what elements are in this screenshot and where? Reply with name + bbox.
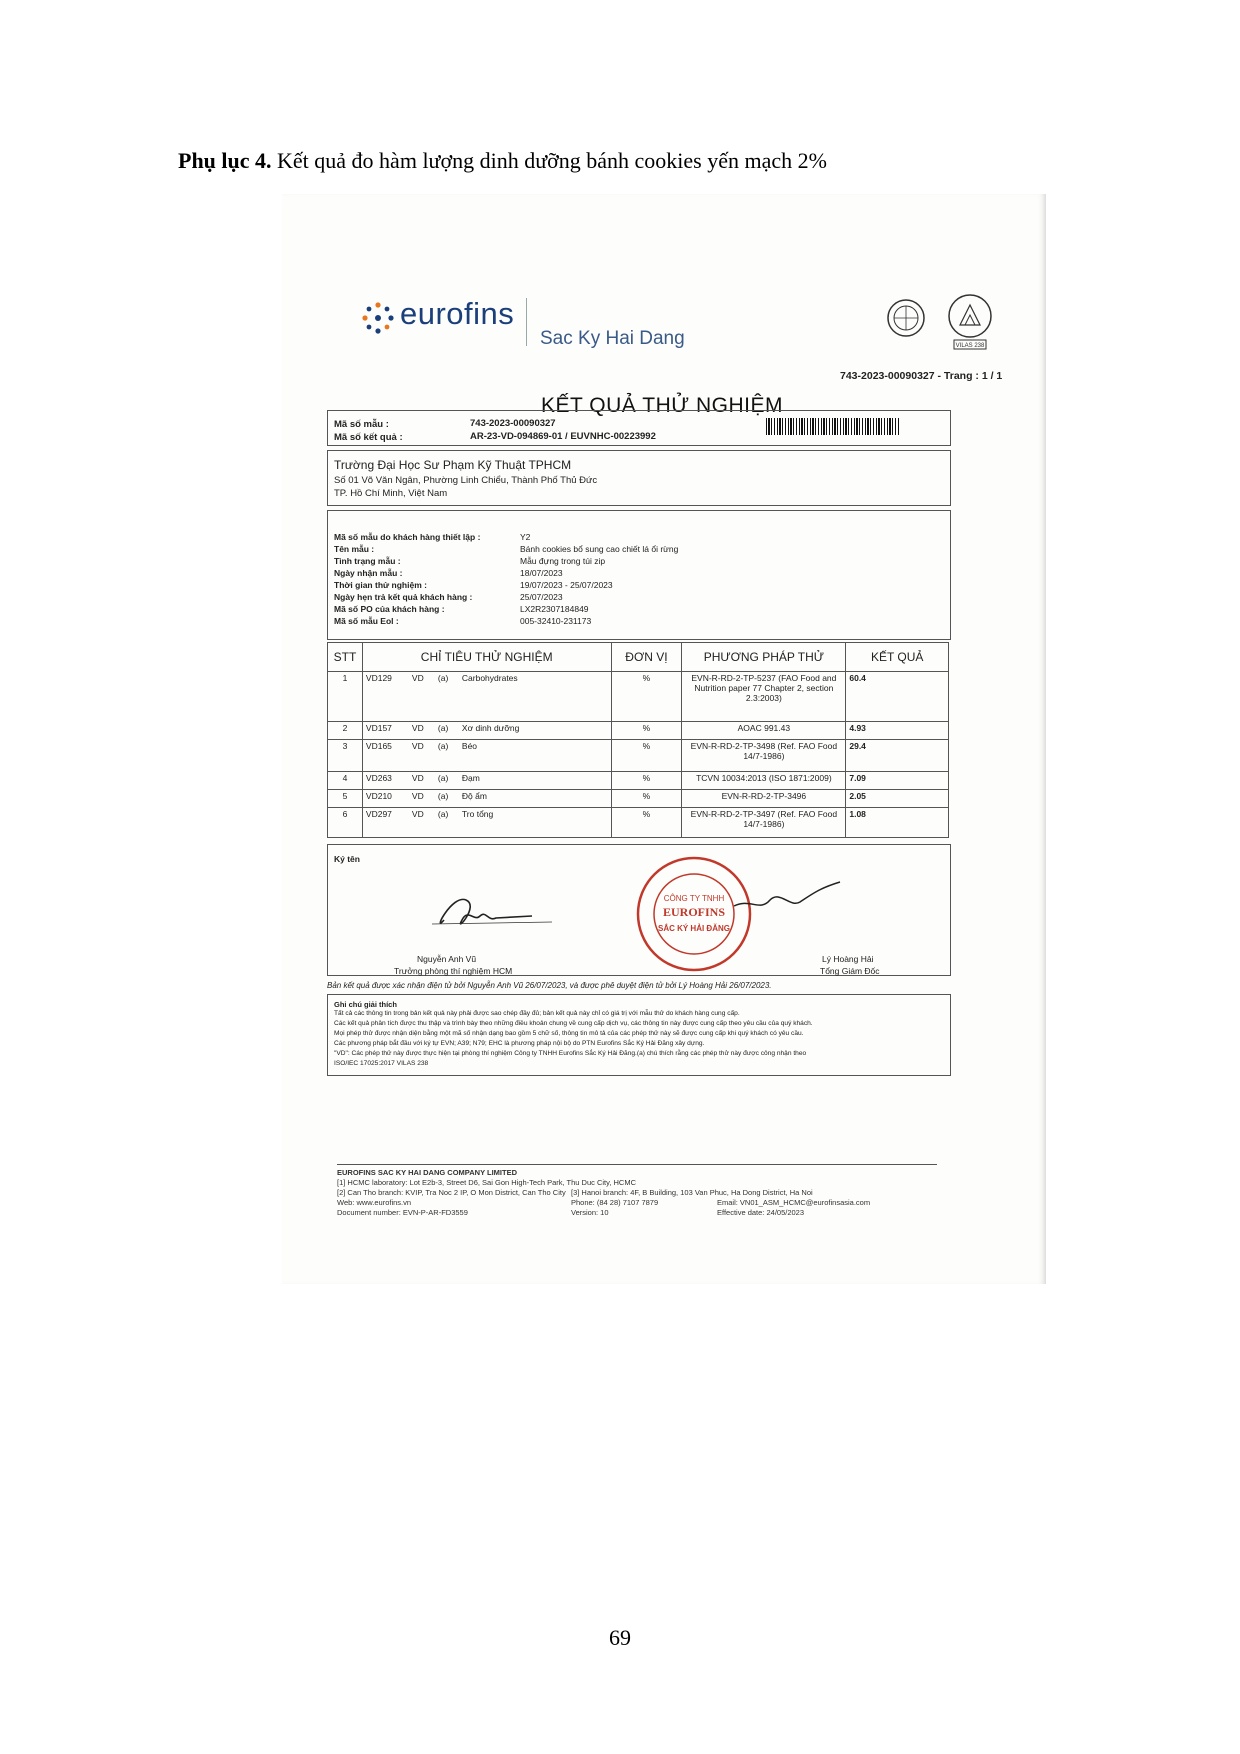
footer-phone: Phone: (84 28) 7107 7879: [571, 1198, 659, 1207]
row-indicator: [362, 772, 611, 790]
row-unit: %: [611, 740, 682, 772]
note-line: Tất cả các thông tin trong bản kết quả này phải được sao chép đầy đủ; bản kết quả này chỉ có giá trị với mẫu thử do khách hàng cung cấp.: [334, 1010, 740, 1017]
sample-info-box: [327, 510, 951, 640]
row-lab: VD: [411, 809, 424, 819]
brand-divider: [526, 298, 527, 346]
note-line: Các phương pháp bắt đầu với ký tự EVN; A39; N79; EHC là phương pháp nội bộ do PTN Eurofins Sắc Ký Hải Đăng xây dựng.: [334, 1040, 705, 1047]
table-row: [328, 722, 949, 740]
info-label: Mã số PO của khách hàng :: [334, 604, 445, 614]
vilas-label: VILAS 238: [955, 343, 985, 349]
customer-address-2: TP. Hồ Chí Minh, Việt Nam: [334, 488, 448, 499]
info-value: 25/07/2023: [520, 592, 563, 602]
info-value: 19/07/2023 - 25/07/2023: [520, 580, 613, 590]
appendix-caption: [178, 148, 827, 174]
row-stt: 5: [328, 790, 363, 808]
row-stt: 4: [328, 772, 363, 790]
row-code: VD165: [365, 741, 392, 751]
vilas-accreditation-icon: [946, 293, 994, 351]
info-label: Tên mẫu :: [334, 544, 375, 554]
row-indicator: [362, 722, 611, 740]
row-flag: (a): [437, 673, 449, 683]
row-code: VD263: [365, 773, 392, 783]
row-unit: %: [611, 672, 682, 722]
row-name: Carbohydrates: [461, 673, 518, 683]
note-line: Mọi phép thử được nhận diện bằng một mã số nhận dạng bao gồm 5 chữ số, thông tin mô tả của các phép thử này sẽ được cung cấp khi quý khách có yêu cầu.: [334, 1030, 804, 1037]
row-flag: (a): [437, 723, 449, 733]
table-header-row: [328, 643, 949, 672]
stamp-line: EUROFINS: [662, 905, 726, 919]
row-name: Độ ẩm: [461, 791, 487, 801]
caption-text: Kết quả đo hàm lượng dinh dưỡng bánh cookies yến mạch 2%: [271, 148, 827, 173]
caption-label: Phụ lục 4.: [178, 148, 272, 173]
row-unit: %: [611, 722, 682, 740]
info-label: Tình trạng mẫu :: [334, 556, 401, 566]
header-result: KẾT QUẢ: [846, 643, 949, 672]
certification-seal-icon: [886, 298, 926, 338]
row-lab: VD: [411, 791, 424, 801]
row-flag: (a): [437, 809, 449, 819]
row-indicator: [362, 808, 611, 838]
row-lab: VD: [411, 773, 424, 783]
left-signature-icon: [422, 882, 572, 942]
result-id-value: AR-23-VD-094869-01 / EUVNHC-00223992: [470, 431, 656, 442]
row-flag: (a): [437, 791, 449, 801]
row-code: VD129: [365, 673, 392, 683]
row-stt: 3: [328, 740, 363, 772]
document-reference: 743-2023-00090327 - Trang : 1 / 1: [840, 370, 1003, 382]
row-indicator: [362, 790, 611, 808]
row-flag: (a): [437, 741, 449, 751]
info-label: Mã số mẫu Eol :: [334, 616, 399, 626]
row-stt: 6: [328, 808, 363, 838]
table-row: [328, 672, 949, 722]
info-value: 18/07/2023: [520, 568, 563, 578]
header-unit: ĐƠN VỊ: [611, 643, 682, 672]
row-result: 4.93: [846, 722, 949, 740]
row-indicator: [362, 672, 611, 722]
left-signer-title: Trưởng phòng thí nghiệm HCM: [394, 966, 513, 976]
row-unit: %: [611, 772, 682, 790]
info-value: LX2R2307184849: [520, 604, 589, 614]
info-value: 005-32410-231173: [520, 616, 592, 626]
row-lab: VD: [411, 673, 424, 683]
row-method: EVN-R-RD-2-TP-3498 (Ref. FAO Food 14/7-1986): [682, 740, 846, 772]
row-lab: VD: [411, 723, 424, 733]
header-indicator: CHỈ TIÊU THỬ NGHIỆM: [362, 643, 611, 672]
sample-id-value: 743-2023-00090327: [470, 418, 556, 429]
notes-title: Ghi chú giải thích: [334, 1000, 397, 1009]
table-row: [328, 772, 949, 790]
table-row: [328, 790, 949, 808]
row-method: AOAC 991.43: [682, 722, 846, 740]
left-signer-name: Nguyễn Anh Vũ: [417, 954, 477, 964]
row-unit: %: [611, 808, 682, 838]
footer-cantho: [2] Can Tho branch: KVIP, Tra Noc 2 IP, O Mon District, Can Tho City: [337, 1188, 566, 1197]
row-result: 1.08: [846, 808, 949, 838]
table-row: [328, 740, 949, 772]
customer-name: Trường Đại Học Sư Phạm Kỹ Thuật TPHCM: [334, 458, 572, 472]
row-stt: 1: [328, 672, 363, 722]
signature-label: Ký tên: [334, 854, 360, 864]
info-label: Ngày hẹn trả kết quả khách hàng :: [334, 592, 473, 602]
header-stt: STT: [328, 643, 363, 672]
footer-web: Web: www.eurofins.vn: [337, 1198, 412, 1207]
row-code: VD297: [365, 809, 392, 819]
row-lab: VD: [411, 741, 424, 751]
row-method: EVN-R-RD-2-TP-5237 (FAO Food and Nutrition paper 77 Chapter 2, section 2.3:2003): [682, 672, 846, 722]
row-flag: (a): [437, 773, 449, 783]
note-line: Các kết quả phân tích được thu thập và trình bày theo những điều khoản chung về cung cấp dịch vụ, các thông tin này được cung cấp theo yêu cầu của quý khách.: [334, 1020, 813, 1027]
sample-id-label: Mã số mẫu :: [334, 419, 389, 430]
customer-address-1: Số 01 Võ Văn Ngân, Phường Linh Chiểu, Thành Phố Thủ Đức: [334, 475, 598, 486]
row-name: Tro tổng: [461, 809, 494, 819]
table-row: [328, 808, 949, 838]
info-value: Y2: [520, 532, 531, 542]
info-value: Mẫu đựng trong túi zip: [520, 556, 606, 566]
note-line: "VD": Các phép thử này được thực hiện tại phòng thí nghiệm Công ty TNHH Eurofins Sắc Ký Hải Đăng.(a) chú thích rằng các phép thử này được công nhận theo: [334, 1050, 807, 1057]
row-result: 60.4: [846, 672, 949, 722]
brand-name: eurofins: [400, 296, 515, 331]
footer-company: EUROFINS SAC KY HAI DANG COMPANY LIMITED: [337, 1168, 518, 1177]
info-value: Bánh cookies bổ sung cao chiết lá ổi rừng: [520, 544, 679, 554]
stamp-line: CÔNG TY TNHH: [663, 894, 725, 903]
brand-subtitle: Sac Ky Hai Dang: [540, 328, 685, 349]
right-signer-name: Lý Hoàng Hải: [822, 954, 874, 964]
barcode: [766, 418, 900, 435]
row-code: VD210: [365, 791, 392, 801]
row-name: Béo: [461, 741, 478, 751]
row-name: Xơ dinh dưỡng: [461, 723, 520, 733]
header-method: PHƯƠNG PHÁP THỬ: [682, 643, 846, 672]
footer-divider: [337, 1164, 937, 1165]
row-method: EVN-R-RD-2-TP-3496: [682, 790, 846, 808]
row-name: Đạm: [461, 773, 480, 783]
footer-version: Version: 10: [571, 1208, 609, 1217]
approval-note: Bản kết quả được xác nhận điện tử bởi Nguyễn Anh Vũ 26/07/2023, và được phê duyệt điện tử bởi Lý Hoàng Hải 26/07/2023.: [327, 981, 772, 990]
row-code: VD157: [365, 723, 392, 733]
row-indicator: [362, 740, 611, 772]
footer-effective-date: Effective date: 24/05/2023: [717, 1208, 805, 1217]
footer-hcmc: [1] HCMC laboratory: Lot E2b-3, Street D6, Sai Gon High-Tech Park, Thu Duc City, HCMC: [337, 1178, 636, 1187]
eurofins-logo-icon: [360, 300, 396, 336]
row-result: 2.05: [846, 790, 949, 808]
row-method: EVN-R-RD-2-TP-3497 (Ref. FAO Food 14/7-1986): [682, 808, 846, 838]
row-stt: 2: [328, 722, 363, 740]
results-table: [327, 642, 949, 838]
note-line: ISO/IEC 17025:2017 VILAS 238: [334, 1060, 429, 1067]
info-label: Thời gian thử nghiệm :: [334, 580, 427, 590]
info-label: Mã số mẫu do khách hàng thiết lập :: [334, 532, 481, 542]
scanned-report: [282, 194, 1046, 1284]
row-result: 7.09: [846, 772, 949, 790]
footer-hanoi: [3] Hanoi branch: 4F, B Building, 103 Van Phuc, Ha Dong District, Ha Noi: [571, 1188, 813, 1197]
stamp-line: SẮC KÝ HẢI ĐĂNG: [657, 924, 731, 933]
right-signature-icon: [730, 878, 850, 918]
row-result: 29.4: [846, 740, 949, 772]
footer-document-number: Document number: EVN-P-AR-FD3559: [337, 1208, 468, 1217]
result-id-label: Mã số kết quả :: [334, 432, 403, 443]
info-label: Ngày nhận mẫu :: [334, 568, 403, 578]
row-unit: %: [611, 790, 682, 808]
row-method: TCVN 10034:2013 (ISO 1871:2009): [682, 772, 846, 790]
footer-email: Email: VN01_ASM_HCMC@eurofinsasia.com: [717, 1198, 871, 1207]
page-number: 69: [609, 1625, 631, 1650]
right-signer-title: Tổng Giám Đốc: [820, 966, 880, 976]
report-title: KẾT QUẢ THỬ NGHIỆM: [540, 394, 784, 417]
